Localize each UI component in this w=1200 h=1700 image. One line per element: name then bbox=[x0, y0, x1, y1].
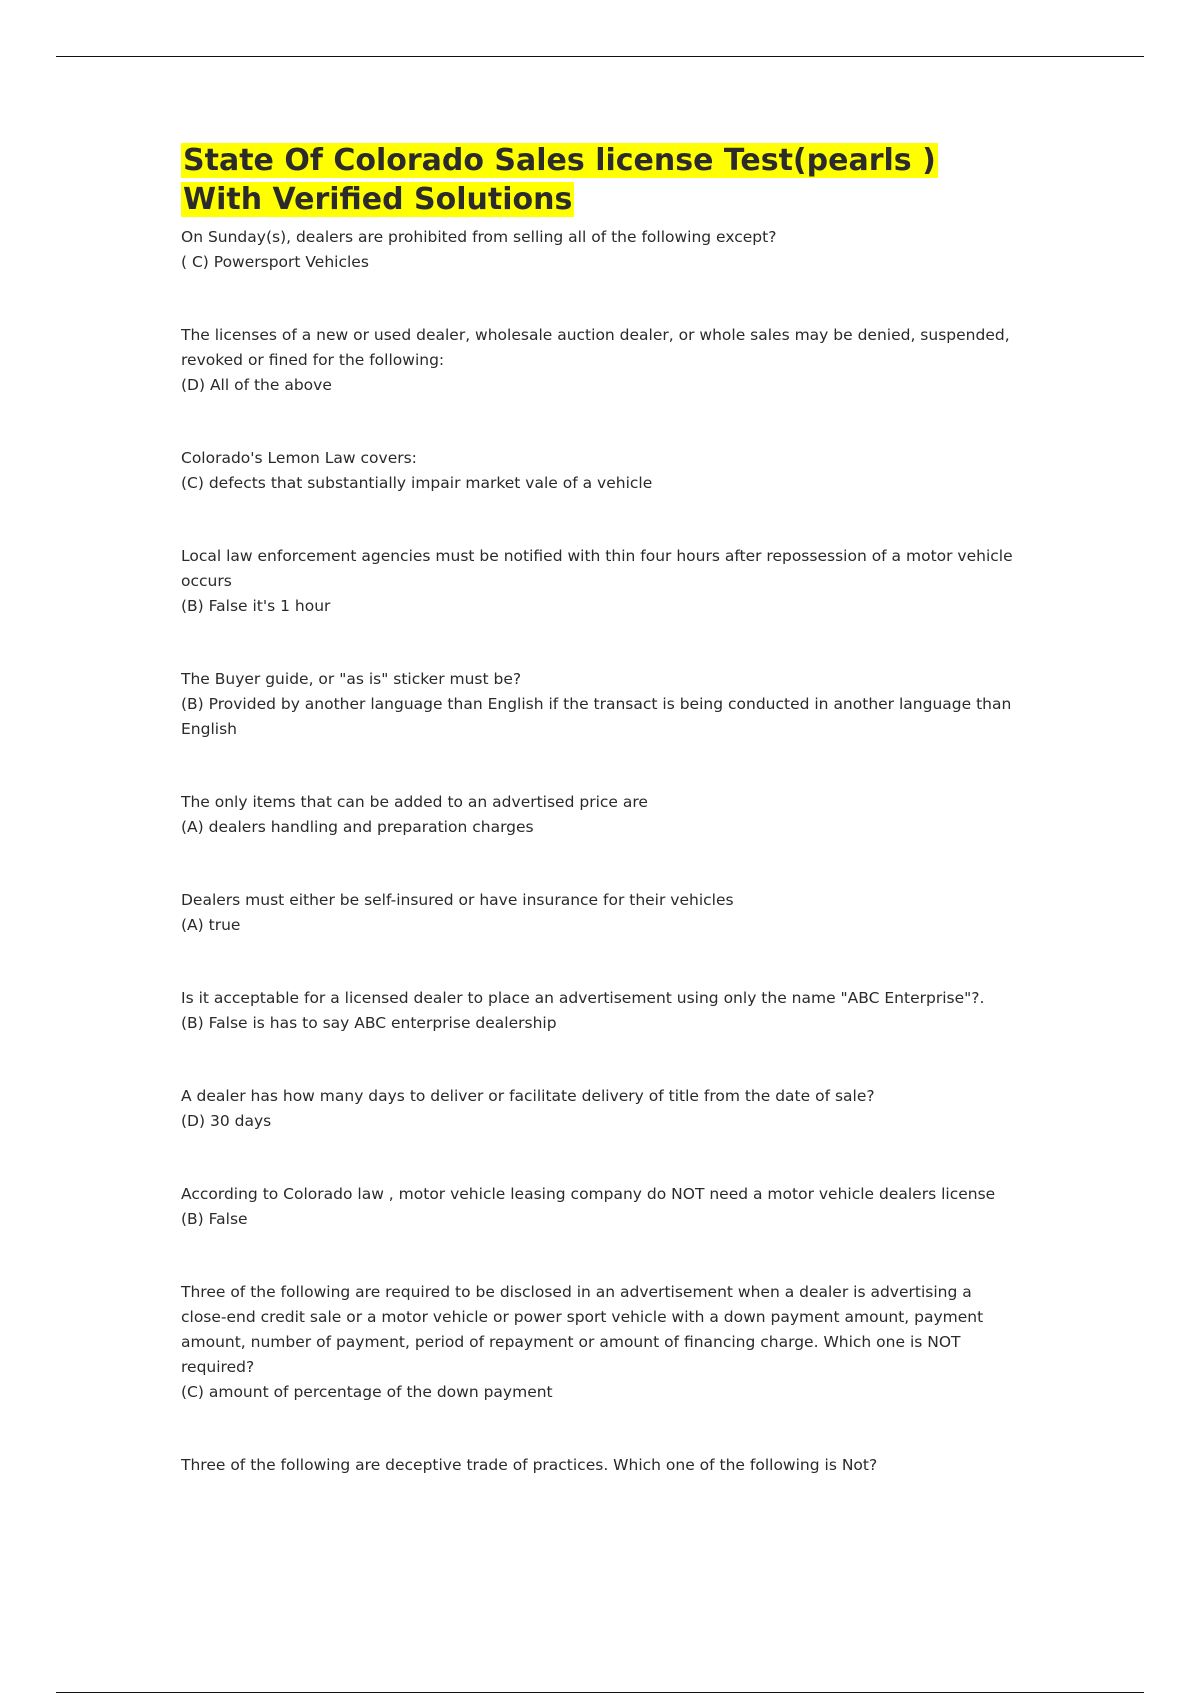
answer-text: (D) All of the above bbox=[181, 376, 332, 394]
answer-text: ( C) Powersport Vehicles bbox=[181, 253, 369, 271]
question-text: A dealer has how many days to deliver or facilitate delivery of title from the date of sale? bbox=[181, 1087, 875, 1105]
question-text: The only items that can be added to an advertised price are bbox=[181, 793, 648, 811]
qa-item-5 bbox=[181, 667, 1021, 742]
bottom-rule bbox=[56, 1692, 1144, 1693]
question-text: The Buyer guide, or "as is" sticker must be? bbox=[181, 670, 522, 688]
top-rule bbox=[56, 56, 1144, 57]
qa-item-4 bbox=[181, 544, 1021, 619]
question-text: On Sunday(s), dealers are prohibited from selling all of the following except? bbox=[181, 228, 777, 246]
answer-text: (A) dealers handling and preparation charges bbox=[181, 818, 534, 836]
answer-text: (B) False is has to say ABC enterprise dealership bbox=[181, 1014, 557, 1032]
qa-item-12 bbox=[181, 1453, 1021, 1478]
document-body bbox=[181, 141, 1021, 1526]
answer-text: (C) defects that substantially impair market vale of a vehicle bbox=[181, 474, 653, 492]
question-text: Is it acceptable for a licensed dealer to place an advertisement using only the name "ABC Enterprise"?. bbox=[181, 989, 985, 1007]
question-text: Colorado's Lemon Law covers: bbox=[181, 449, 417, 467]
question-text: Dealers must either be self-insured or have insurance for their vehicles bbox=[181, 891, 734, 909]
qa-item-9 bbox=[181, 1084, 1021, 1134]
qa-item-3 bbox=[181, 446, 1021, 496]
answer-text: (D) 30 days bbox=[181, 1112, 272, 1130]
question-text: Three of the following are required to be disclosed in an advertisement when a dealer is advertising a close-end credit sale or a motor vehicle or power sport vehicle with a down payment amount, payment amount, number of payment, period of repayment or amount of financing charge. Which one is NOT required? bbox=[181, 1283, 984, 1376]
question-text: Three of the following are deceptive trade of practices. Which one of the following is Not? bbox=[181, 1456, 878, 1474]
qa-item-7 bbox=[181, 888, 1021, 938]
document-title bbox=[181, 141, 1021, 219]
document-title-line-2: With Verified Solutions bbox=[183, 182, 573, 217]
question-text: Local law enforcement agencies must be notified with thin four hours after repossession of a motor vehicle occurs bbox=[181, 547, 1013, 590]
qa-item-11 bbox=[181, 1280, 1021, 1405]
answer-text: (B) Provided by another language than English if the transact is being conducted in another language than English bbox=[181, 695, 1012, 738]
qa-item-2 bbox=[181, 323, 1021, 398]
question-text: According to Colorado law , motor vehicle leasing company do NOT need a motor vehicle dealers license bbox=[181, 1185, 996, 1203]
answer-text: (B) False bbox=[181, 1210, 248, 1228]
qa-item-10 bbox=[181, 1182, 1021, 1232]
answer-text: (A) true bbox=[181, 916, 241, 934]
qa-item-1 bbox=[181, 225, 1021, 275]
question-text: The licenses of a new or used dealer, wholesale auction dealer, or whole sales may be denied, suspended, revoked or fined for the following: bbox=[181, 326, 1010, 369]
answer-text: (B) False it's 1 hour bbox=[181, 597, 331, 615]
qa-item-6 bbox=[181, 790, 1021, 840]
answer-text: (C) amount of percentage of the down payment bbox=[181, 1383, 553, 1401]
qa-item-8 bbox=[181, 986, 1021, 1036]
document-title-line-1: State Of Colorado Sales license Test(pearls ) bbox=[183, 143, 936, 178]
